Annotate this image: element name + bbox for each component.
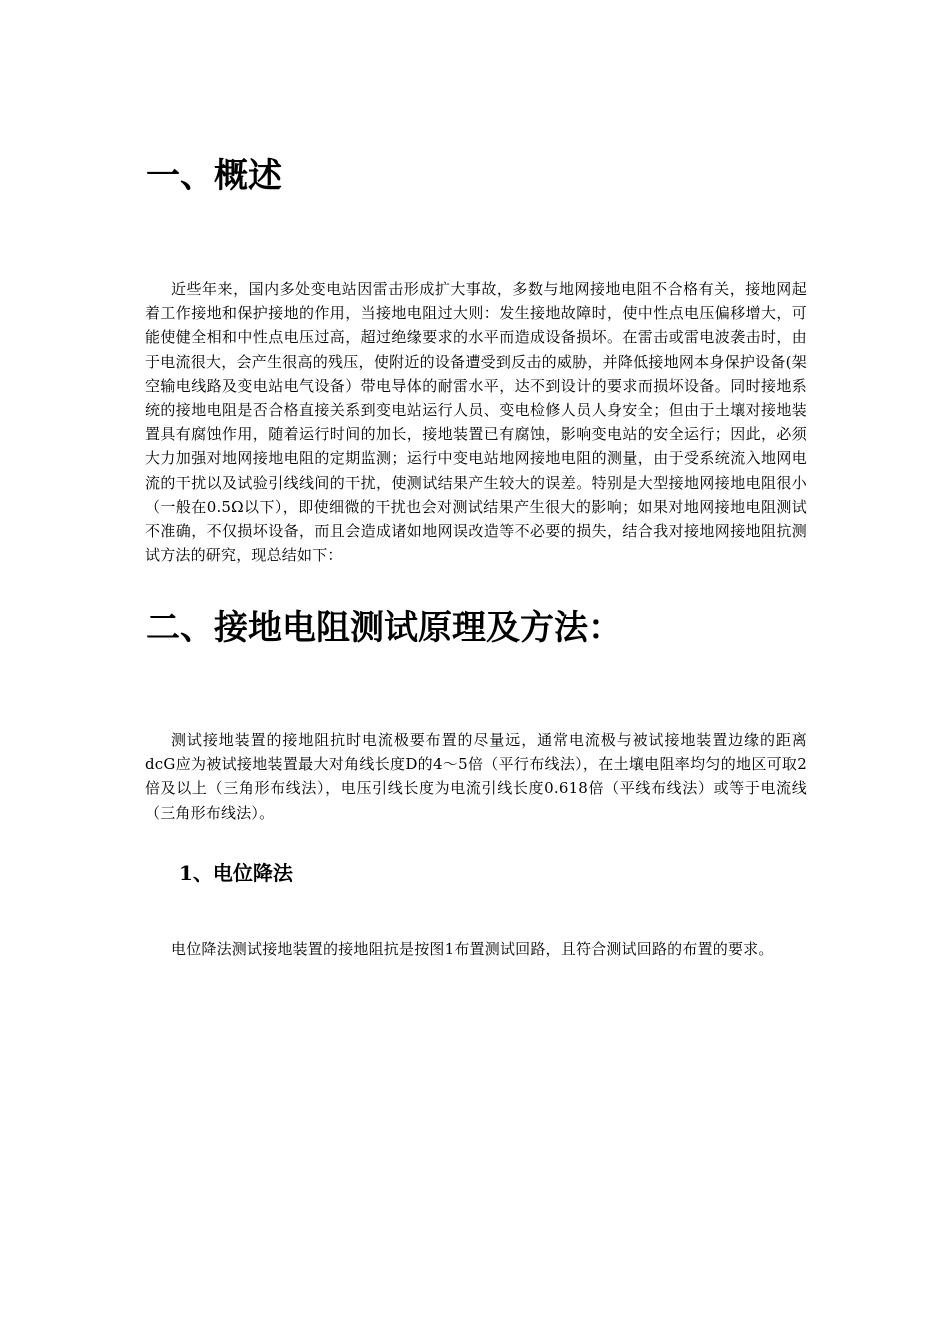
paragraph-potential-drop: 电位降法测试接地装置的接地阻抗是按图1布置测试回路，且符合测试回路的布置的要求。 (171, 940, 774, 958)
paragraph-overview: 近些年来，国内多处变电站因雷击形成扩大事故，多数与地网接地电阻不合格有关，接地网起着工作接地和保护接地的作用，当接地电阻过大则：发生接地故障时，使中性点电压偏移增大，可能使健全相和中性点电压过高，超过绝缘要求的水平而造成设备损坏。在雷击或雷电波袭击时，由于电流很大，会产生很高的残压，使附近的设备遭受到反击的威胁，并降低接地网本身保护设备(架空输电线路及变电站电气设备）带电导体的耐雷水平，达不到设计的要求而损坏设备。同时接地系统的接地电阻是否合格直接关系到变电站运行人员、变电检修人员人身安全；但由于土壤对接地装置具有腐蚀作用，随着运行时间的加长，接地装置已有腐蚀，影响变电站的安全运行；因此，必须大力加强对地网接地电阻的定期监测；运行中变电站地网接地电阻的测量，由于受系统流入地网电流的干扰以及试验引线线间的干扰，使测试结果产生较大的误差。特别是大型接地网接地电阻很小（一般在0.5Ω以下），即使细微的干扰也会对测试结果产生很大的影响；如果对地网接地电阻测试不准确，不仅损坏设备，而且会造成诸如地网误改造等不必要的损失，结合我对接地网接地阻抗测试方法的研究，现总结如下： (145, 280, 807, 565)
section-heading-principle: 二、接地电阻测试原理及方法： (146, 608, 622, 648)
section-heading-overview: 一、概述 (146, 156, 282, 196)
paragraph-principle: 测试接地装置的接地阻抗时电流极要布置的尽量远，通常电流极与被试接地装置边缘的距离dcG应为被试接地装置最大对角线长度D的4～5倍（平行布线法），在土壤电阻率均匀的地区可取2倍及以上（三角形布线法），电压引线长度为电流引线长度0.618倍（平线布线法）或等于电流线（三角形布线法）。 (145, 731, 807, 822)
subsection-heading-potential-drop: 1、电位降法 (179, 861, 293, 885)
